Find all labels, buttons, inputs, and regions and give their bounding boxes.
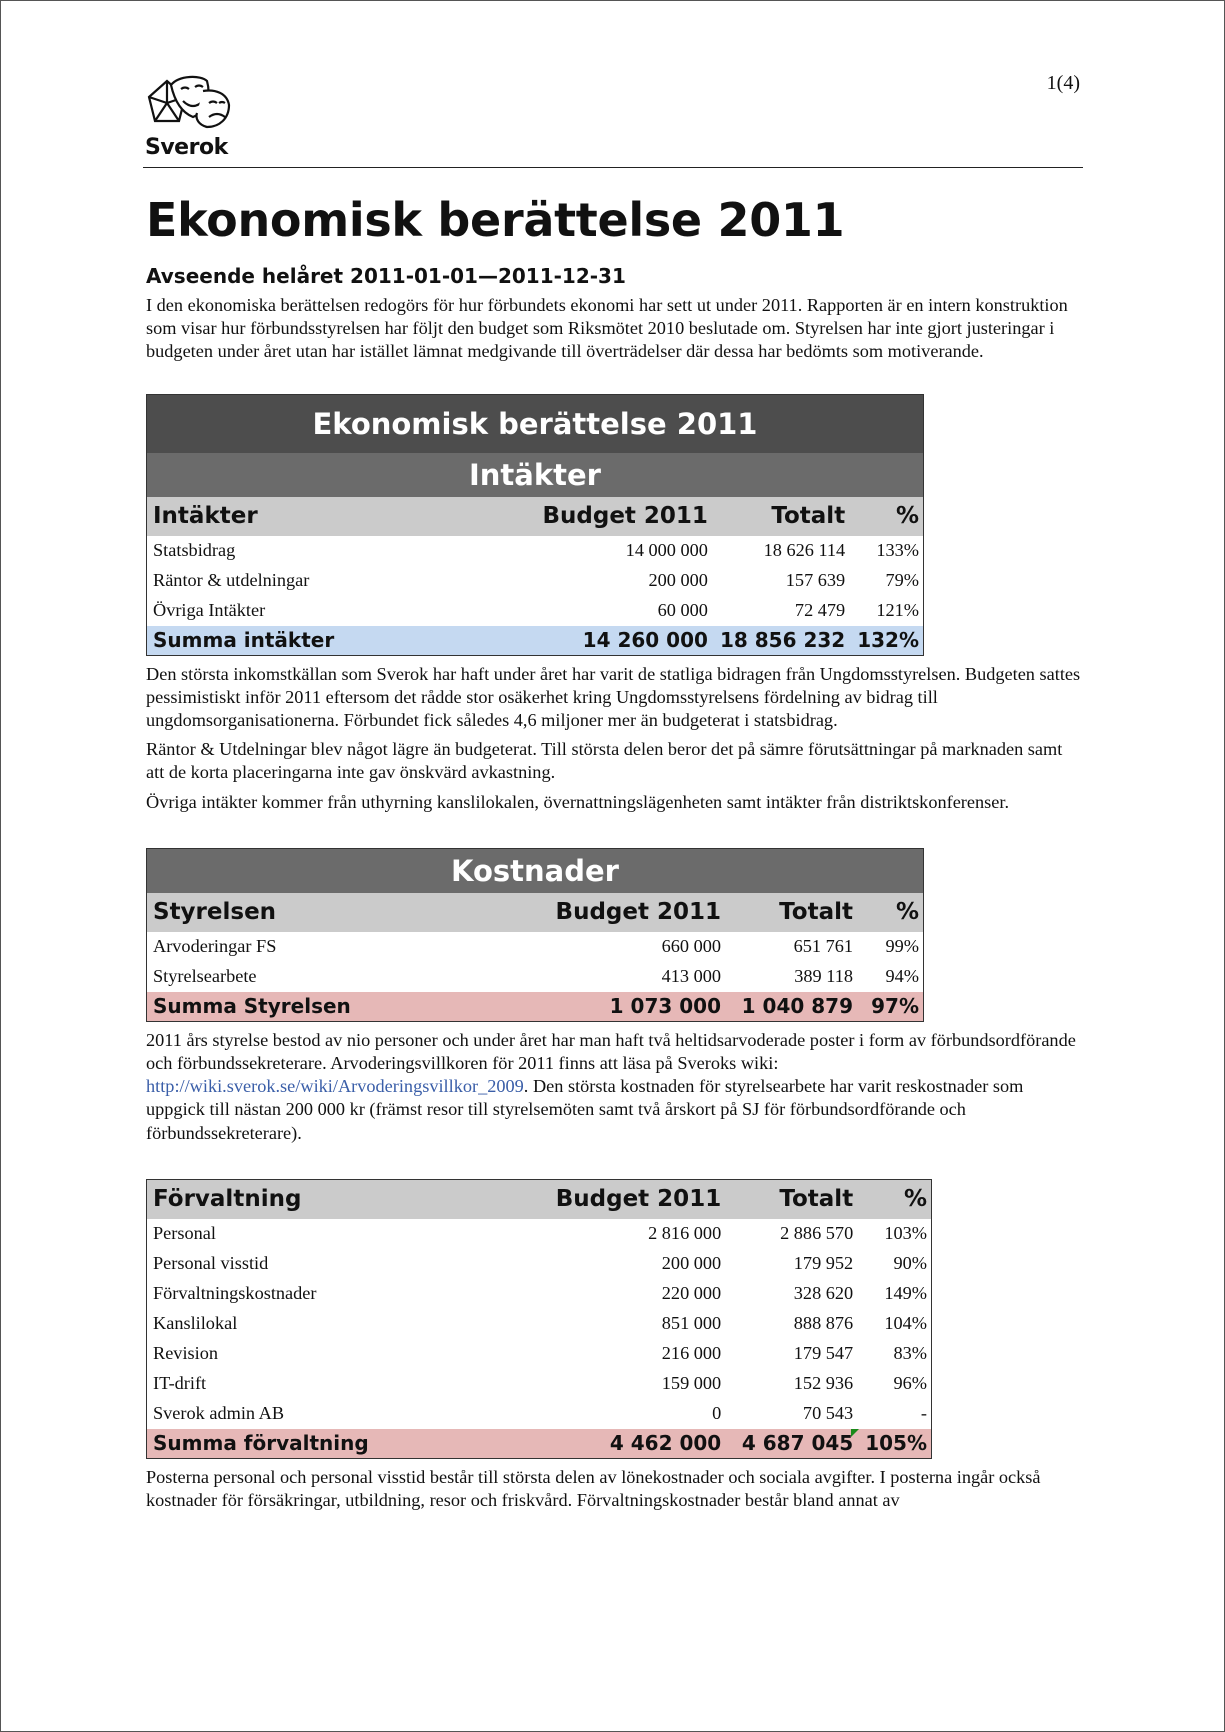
row-pct: 149% — [884, 1283, 927, 1304]
table-header-row — [147, 497, 924, 536]
section-title: Kostnader — [147, 848, 924, 893]
row-label: Sverok admin AB — [153, 1403, 285, 1424]
intakter-paragraph: Den största inkomstkällan som Sverok har haft under året har varit de statliga bidragen från Ungdomsstyrelsen. Budgeten sattes pessimistiskt inför 2011 eftersom det rådde stor osäkerhet kring Ungdomsstyrelsens fördelning av bidrag till ungdomsorganisationerna. Förbundet fick således 4,6 miljoner mer än budgeterat i statsbidrag. — [146, 663, 1081, 731]
header-label: Intäkter — [147, 497, 512, 536]
row-total: 328 620 — [793, 1283, 854, 1304]
row-total: 152 936 — [793, 1373, 854, 1394]
table-row — [147, 536, 924, 566]
styrelsen-text-end: . Den största kostnaden för styrelsearbete har varit reskostnader som uppgick till nästan 200 000 kr (främst resor till styrelsemöten samt två årskort på SJ för förbundsordförande och förbundssekreterare). — [146, 1076, 1024, 1143]
sum-budget: 4 462 000 — [525, 1429, 727, 1459]
header-pct: % — [859, 893, 924, 932]
sum-pct: 97% — [859, 992, 924, 1022]
document-subtitle: Avseende helåret 2011-01-01—2011-12-31 — [146, 264, 626, 288]
row-total: 157 639 — [785, 570, 846, 591]
header-budget: Budget 2011 — [525, 1179, 727, 1219]
table-header-row — [147, 893, 924, 932]
row-budget: 216 000 — [661, 1343, 722, 1364]
row-budget: 200 000 — [661, 1253, 722, 1274]
sum-total-cell — [727, 1429, 859, 1459]
row-total: 2 886 570 — [780, 1223, 854, 1244]
sum-budget: 14 260 000 — [512, 626, 714, 656]
intro-paragraph: I den ekonomiska berättelsen redogörs för hur förbundets ekonomi har sett ut under 2011. Rapporten är en intern konstruktion som visar hur förbundsstyrelsen har följt den budget som Riksmötet 2010 beslutade om. Styrelsen har inte gjort justeringar i budgeten under året utan har istället lämnat medgivande till överträdelser där dessa har bedömts som motiverande. — [146, 295, 1068, 362]
row-pct: 79% — [885, 570, 919, 591]
section-banner — [147, 848, 924, 893]
table-row — [147, 962, 924, 992]
row-budget: 2 816 000 — [648, 1223, 722, 1244]
row-label: Förvaltningskostnader — [153, 1283, 317, 1304]
intakter-paragraph: Räntor & Utdelningar blev något lägre än budgeterat. Till största delen beror det på sämre förutsättningar på marknaden samt att de korta placeringarna inte gav önskvärd avkastning. — [146, 739, 1063, 783]
sum-row — [147, 626, 924, 656]
styrelsen-table — [146, 848, 924, 1022]
table-banner-title: Ekonomisk berättelse 2011 — [147, 394, 924, 453]
row-budget: 14 000 000 — [625, 540, 708, 561]
arvoderingsvillkor-link[interactable]: http://wiki.sverok.se/wiki/Arvoderingsvillkor_2009 — [146, 1076, 524, 1097]
row-budget: 220 000 — [661, 1283, 722, 1304]
sum-label: Summa förvaltning — [147, 1429, 526, 1459]
header-budget: Budget 2011 — [512, 497, 714, 536]
table-row — [147, 1339, 932, 1369]
sum-row — [147, 992, 924, 1022]
intakter-table — [146, 394, 924, 656]
row-total: 179 547 — [793, 1343, 854, 1364]
page-number: 1(4) — [1046, 72, 1080, 94]
table-row — [147, 566, 924, 596]
logo-wordmark: Sverok — [145, 135, 228, 160]
row-total: 651 761 — [793, 936, 853, 957]
header-total: Totalt — [727, 1179, 859, 1219]
sverok-logo — [145, 73, 235, 161]
row-budget: 0 — [712, 1403, 722, 1424]
table-banner — [147, 394, 924, 453]
table-row — [147, 1399, 932, 1429]
table-header-row — [147, 1179, 932, 1219]
row-pct: 121% — [876, 600, 919, 621]
row-label: Kanslilokal — [153, 1313, 238, 1334]
row-label: Statsbidrag — [153, 540, 236, 561]
theatre-masks-dice-icon — [145, 73, 235, 135]
row-pct: 96% — [893, 1373, 927, 1394]
row-budget: 851 000 — [661, 1313, 722, 1334]
header-label: Styrelsen — [147, 893, 526, 932]
header-divider — [143, 167, 1083, 168]
row-pct: 104% — [884, 1313, 927, 1334]
row-label: IT-drift — [153, 1373, 207, 1394]
table-row — [147, 1279, 932, 1309]
table-row — [147, 1309, 932, 1339]
row-label: Räntor & utdelningar — [153, 570, 310, 591]
cell-comment-marker-icon — [851, 1429, 859, 1437]
header-pct: % — [859, 1179, 931, 1219]
intakter-paragraph: Övriga intäkter kommer från uthyrning kanslilokalen, övernattningslägenheten samt intäkter från distriktskonferenser. — [146, 791, 1010, 812]
row-total: 389 118 — [794, 966, 853, 987]
sum-row — [147, 1429, 932, 1459]
sum-total: 18 856 232 — [714, 626, 851, 656]
sum-pct: 132% — [851, 626, 923, 656]
forvaltning-table — [146, 1179, 932, 1459]
row-budget: 660 000 — [661, 936, 721, 957]
styrelsen-text-start: 2011 års styrelse bestod av nio personer och under året har man haft två heltidsarvoderade poster i form av förbundsordförande och förbundssekreterare. Arvoderingsvillkoren för 2011 finns att läsa på Sveroks wiki: — [146, 1029, 1076, 1074]
styrelsen-paragraph — [146, 1029, 1081, 1145]
sum-label: Summa intäkter — [147, 626, 512, 656]
row-label: Revision — [153, 1343, 219, 1364]
row-total: 72 479 — [794, 600, 846, 621]
header-pct: % — [851, 497, 923, 536]
sum-pct: 105% — [859, 1429, 931, 1459]
row-total: 179 952 — [793, 1253, 854, 1274]
table-row — [147, 1219, 932, 1249]
row-label: Personal visstid — [153, 1253, 269, 1274]
table-row — [147, 1249, 932, 1279]
row-label: Personal — [153, 1223, 216, 1244]
table-row — [147, 596, 924, 626]
section-title: Intäkter — [147, 453, 924, 497]
row-budget: 60 000 — [657, 600, 708, 621]
header-total: Totalt — [727, 893, 859, 932]
row-pct: 99% — [885, 936, 919, 957]
sum-label: Summa Styrelsen — [147, 992, 526, 1022]
row-pct: - — [920, 1403, 927, 1424]
row-label: Arvoderingar FS — [153, 936, 277, 957]
row-pct: 83% — [893, 1343, 927, 1364]
section-banner — [147, 453, 924, 497]
table-row — [147, 1369, 932, 1399]
row-pct: 133% — [876, 540, 919, 561]
sum-total: 1 040 879 — [727, 992, 859, 1022]
row-total: 70 543 — [802, 1403, 854, 1424]
table-row — [147, 932, 924, 962]
sum-total: 4 687 045 — [741, 1431, 854, 1456]
row-budget: 413 000 — [661, 966, 721, 987]
header-total: Totalt — [714, 497, 851, 536]
row-budget: 159 000 — [661, 1373, 722, 1394]
row-pct: 94% — [885, 966, 919, 987]
row-total: 888 876 — [793, 1313, 854, 1334]
row-label: Styrelsearbete — [153, 966, 257, 987]
forvaltning-paragraph: Posterna personal och personal visstid består till största delen av lönekostnader och sociala avgifter. I posterna ingår också kostnader för försäkringar, utbildning, resor och friskvård. Förvaltningskostnader består bland annat av — [146, 1466, 1041, 1511]
row-pct: 103% — [884, 1223, 927, 1244]
document-body — [146, 190, 1081, 1518]
sum-budget: 1 073 000 — [525, 992, 727, 1022]
header-label: Förvaltning — [147, 1179, 526, 1219]
row-pct: 90% — [893, 1253, 927, 1274]
row-total: 18 626 114 — [763, 540, 846, 561]
row-label: Övriga Intäkter — [153, 600, 266, 621]
document-title: Ekonomisk berättelse 2011 — [146, 193, 845, 247]
row-budget: 200 000 — [648, 570, 708, 591]
header-budget: Budget 2011 — [525, 893, 727, 932]
